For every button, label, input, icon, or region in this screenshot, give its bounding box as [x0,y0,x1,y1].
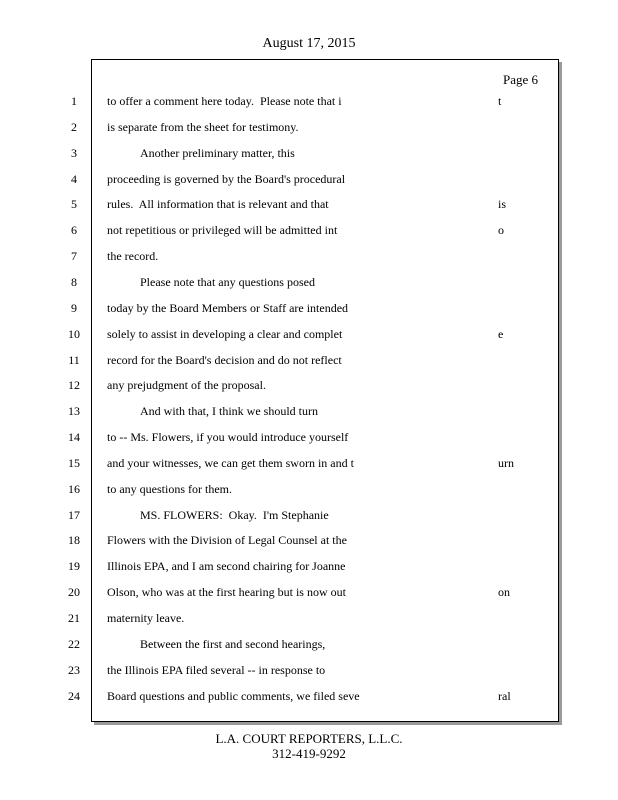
transcript-line-text: not repetitious or privileged will be admitted int [107,223,338,237]
line-number: 4 [71,172,77,186]
transcript-line-text: solely to assist in developing a clear and complet [107,327,343,341]
transcript-line-text: maternity leave. [107,611,185,625]
line-continuation: on [498,585,510,599]
transcript-line-text: Illinois EPA, and I am second chairing for Joanne [107,559,346,573]
footer-phone: 312-419-9292 [272,746,346,761]
line-number: 20 [68,585,80,599]
transcript-line-text: Between the first and second hearings, [140,637,326,651]
transcript-line-text: the record. [107,249,159,263]
transcript-line-text: today by the Board Members or Staff are intended [107,301,349,315]
line-continuation: ral [498,689,511,703]
line-number: 3 [71,146,77,160]
line-number: 21 [68,611,80,625]
transcript-line-text: proceeding is governed by the Board's procedural [107,172,346,186]
transcript-line-text: And with that, I think we should turn [140,404,318,418]
transcript-line-text: to -- Ms. Flowers, if you would introduce yourself [107,430,349,444]
line-number: 16 [68,482,80,496]
transcript-line-text: record for the Board's decision and do not reflect [107,353,342,367]
transcript-line-text: and your witnesses, we can get them sworn in and t [107,456,354,470]
transcript-line-text: Another preliminary matter, this [140,146,295,160]
line-continuation: o [498,223,504,237]
line-number: 9 [71,301,77,315]
line-number: 15 [68,456,80,470]
line-number: 12 [68,378,80,392]
page-number: Page 6 [503,72,539,87]
transcript-line-text: any prejudgment of the proposal. [107,378,266,392]
transcript-line-text: to offer a comment here today. Please note that i [107,94,342,108]
line-number: 24 [68,689,80,703]
transcript-line-text: is separate from the sheet for testimony. [107,120,299,134]
line-number: 8 [71,275,77,289]
line-continuation: is [498,197,507,211]
line-number: 13 [68,404,80,418]
transcript-line-text: Please note that any questions posed [140,275,315,289]
line-continuation: t [498,94,502,108]
header-date: August 17, 2015 [262,36,356,51]
transcript-line-text: rules. All information that is relevant and that [107,197,329,211]
transcript-line-text: Flowers with the Division of Legal Counsel at the [107,533,347,547]
line-number: 19 [68,559,80,573]
transcript-line-text: MS. FLOWERS: Okay. I'm Stephanie [140,508,329,522]
transcript-line-text: Board questions and public comments, we filed seve [107,689,360,703]
line-number: 14 [68,430,80,444]
line-number: 2 [71,120,77,134]
line-number: 7 [71,249,77,263]
line-number: 5 [71,197,77,211]
line-number: 23 [68,663,80,677]
transcript-line-text: the Illinois EPA filed several -- in response to [107,663,326,677]
transcript-line-text: to any questions for them. [107,482,232,496]
line-number: 17 [68,508,80,522]
line-number: 10 [68,327,80,341]
line-number: 1 [71,94,77,108]
transcript-line-text: Olson, who was at the first hearing but is now out [107,585,346,599]
footer-company: L.A. COURT REPORTERS, L.L.C. [215,731,403,746]
line-continuation: e [498,327,504,341]
footer [0,731,618,761]
line-number: 18 [68,533,80,547]
line-continuation: urn [498,456,514,470]
line-number: 6 [71,223,77,237]
line-number: 11 [68,353,80,367]
line-number: 22 [68,637,80,651]
